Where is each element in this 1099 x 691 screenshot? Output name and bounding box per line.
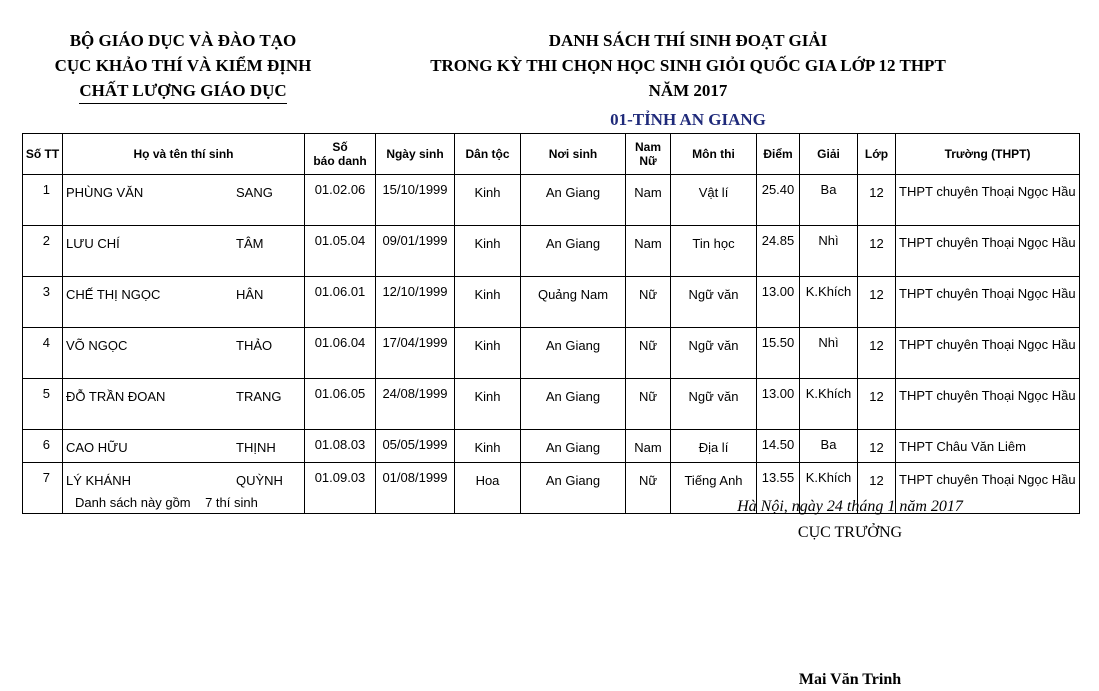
- cell-school: THPT chuyên Thoại Ngọc Hầu: [896, 328, 1080, 379]
- cell-score: 13.00: [757, 379, 800, 430]
- cell-last-name: VÕ NGỌC: [66, 338, 128, 353]
- table-row: [23, 430, 1080, 463]
- cell-subject: Ngữ văn: [671, 328, 757, 379]
- cell-grade: 12: [858, 379, 896, 430]
- cell-subject: Tiếng Anh: [671, 463, 757, 514]
- cell-birthplace: An Giang: [521, 430, 626, 463]
- cell-subject: Vật lí: [671, 175, 757, 226]
- col-header-ethnic: Dân tộc: [455, 134, 521, 175]
- cell-score: 25.40: [757, 175, 800, 226]
- cell-subject: Địa lí: [671, 430, 757, 463]
- cell-last-name: ĐỖ TRẦN ĐOAN: [66, 389, 166, 404]
- cell-grade: 12: [858, 430, 896, 463]
- cell-first-name: TRANG: [236, 389, 282, 404]
- cell-birthplace: An Giang: [521, 463, 626, 514]
- cell-stt: 7: [23, 463, 63, 514]
- cell-award: K.Khích: [800, 379, 858, 430]
- results-table: [22, 133, 1080, 514]
- cell-sbd: 01.06.04: [305, 328, 376, 379]
- cell-ethnic: Hoa: [455, 463, 521, 514]
- student-count-note: Danh sách này gồm 7 thí sinh: [75, 495, 258, 510]
- cell-grade: 12: [858, 175, 896, 226]
- cell-ethnic: Kinh: [455, 226, 521, 277]
- table-header-row: [23, 134, 1080, 175]
- cell-first-name: THẢO: [236, 338, 273, 353]
- col-header-dob: Ngày sinh: [376, 134, 455, 175]
- cell-dob: 05/05/1999: [376, 430, 455, 463]
- cell-subject: Tin học: [671, 226, 757, 277]
- cell-dob: 24/08/1999: [376, 379, 455, 430]
- col-header-subject: Môn thi: [671, 134, 757, 175]
- col-header-grade: Lớp: [858, 134, 896, 175]
- cell-stt: 3: [23, 277, 63, 328]
- cell-first-name: THỊNH: [236, 440, 276, 455]
- table-row: [23, 379, 1080, 430]
- cell-ethnic: Kinh: [455, 328, 521, 379]
- cell-first-name: TÂM: [236, 236, 264, 251]
- cell-birthplace: An Giang: [521, 379, 626, 430]
- cell-last-name: PHÙNG VĂN: [66, 185, 144, 200]
- cell-name: [63, 175, 305, 226]
- cell-gender: Nam: [626, 175, 671, 226]
- cell-ethnic: Kinh: [455, 379, 521, 430]
- cell-school: THPT chuyên Thoại Ngọc Hầu: [896, 226, 1080, 277]
- cell-gender: Nam: [626, 430, 671, 463]
- cell-school: THPT Châu Văn Liêm: [896, 430, 1080, 463]
- cell-score: 24.85: [757, 226, 800, 277]
- cell-dob: 17/04/1999: [376, 328, 455, 379]
- cell-score: 14.50: [757, 430, 800, 463]
- cell-first-name: SANG: [236, 185, 273, 200]
- col-header-sbd: Số báo danh: [305, 134, 376, 175]
- cell-birthplace: An Giang: [521, 175, 626, 226]
- cell-dob: 15/10/1999: [376, 175, 455, 226]
- province-heading: 01-TỈNH AN GIANG: [610, 110, 766, 129]
- cell-award: K.Khích: [800, 277, 858, 328]
- document-title: [380, 28, 996, 103]
- cell-gender: Nữ: [626, 328, 671, 379]
- cell-gender: Nữ: [626, 379, 671, 430]
- org-line-1: BỘ GIÁO DỤC VÀ ĐÀO TẠO: [69, 31, 297, 50]
- cell-school: THPT chuyên Thoại Ngọc Hầu: [896, 379, 1080, 430]
- table-row: [23, 175, 1080, 226]
- cell-award: K.Khích: [800, 463, 858, 514]
- cell-last-name: LÝ KHÁNH: [66, 473, 132, 488]
- cell-gender: Nữ: [626, 277, 671, 328]
- cell-stt: 1: [23, 175, 63, 226]
- cell-dob: 09/01/1999: [376, 226, 455, 277]
- cell-school: THPT chuyên Thoại Ngọc Hầu: [896, 175, 1080, 226]
- cell-birthplace: Quảng Nam: [521, 277, 626, 328]
- cell-subject: Ngữ văn: [671, 277, 757, 328]
- cell-first-name: QUỲNH: [236, 473, 283, 488]
- cell-score: 13.00: [757, 277, 800, 328]
- col-header-stt: Số TT: [23, 134, 63, 175]
- col-header-award: Giải: [800, 134, 858, 175]
- cell-name: [63, 328, 305, 379]
- cell-grade: 12: [858, 328, 896, 379]
- cell-sbd: 01.06.01: [305, 277, 376, 328]
- cell-name: [63, 379, 305, 430]
- col-header-score: Điểm: [757, 134, 800, 175]
- cell-name: [63, 226, 305, 277]
- col-header-gender: Nam Nữ: [626, 134, 671, 175]
- cell-stt: 2: [23, 226, 63, 277]
- cell-ethnic: Kinh: [455, 277, 521, 328]
- cell-sbd: 01.06.05: [305, 379, 376, 430]
- signing-date: Hà Nội, ngày 24 tháng 1 năm 2017: [737, 498, 963, 515]
- signer-name: Mai Văn Trinh: [798, 671, 902, 688]
- title-line-1: DANH SÁCH THÍ SINH ĐOẠT GIẢI: [548, 31, 828, 50]
- cell-grade: 12: [858, 277, 896, 328]
- cell-sbd: 01.05.04: [305, 226, 376, 277]
- cell-grade: 12: [858, 463, 896, 514]
- title-line-2: TRONG KỲ THI CHỌN HỌC SINH GIỎI QUỐC GIA LỚP 12 THPT: [430, 56, 946, 75]
- cell-award: Nhì: [800, 328, 858, 379]
- title-line-3: NĂM 2017: [648, 81, 728, 100]
- org-line-3: CHẤT LƯỢNG GIÁO DỤC: [79, 78, 286, 104]
- cell-last-name: LƯU CHÍ: [66, 236, 120, 251]
- table-row: [23, 277, 1080, 328]
- cell-first-name: HÂN: [236, 287, 264, 302]
- cell-dob: 01/08/1999: [376, 463, 455, 514]
- table-row: [23, 226, 1080, 277]
- cell-stt: 4: [23, 328, 63, 379]
- cell-name: [63, 430, 305, 463]
- cell-dob: 12/10/1999: [376, 277, 455, 328]
- cell-stt: 5: [23, 379, 63, 430]
- cell-birthplace: An Giang: [521, 328, 626, 379]
- col-header-birthplace: Nơi sinh: [521, 134, 626, 175]
- cell-last-name: CHẾ THỊ NGỌC: [66, 287, 161, 302]
- cell-sbd: 01.09.03: [305, 463, 376, 514]
- cell-subject: Ngữ văn: [671, 379, 757, 430]
- cell-last-name: CAO HỮU: [66, 440, 128, 455]
- cell-name: [63, 277, 305, 328]
- cell-ethnic: Kinh: [455, 430, 521, 463]
- cell-school: THPT chuyên Thoại Ngọc Hầu: [896, 463, 1080, 514]
- cell-gender: Nữ: [626, 463, 671, 514]
- cell-score: 15.50: [757, 328, 800, 379]
- org-line-2: CỤC KHẢO THÍ VÀ KIỂM ĐỊNH: [54, 56, 312, 75]
- cell-gender: Nam: [626, 226, 671, 277]
- cell-school: THPT chuyên Thoại Ngọc Hầu: [896, 277, 1080, 328]
- cell-award: Nhì: [800, 226, 858, 277]
- cell-sbd: 01.02.06: [305, 175, 376, 226]
- cell-sbd: 01.08.03: [305, 430, 376, 463]
- table-row: [23, 328, 1080, 379]
- col-header-name: Họ và tên thí sinh: [63, 134, 305, 175]
- cell-birthplace: An Giang: [521, 226, 626, 277]
- col-header-school: Trường (THPT): [896, 134, 1080, 175]
- cell-ethnic: Kinh: [455, 175, 521, 226]
- signer-title: CỤC TRƯỞNG: [797, 524, 903, 541]
- organization-header: [30, 28, 336, 104]
- cell-grade: 12: [858, 226, 896, 277]
- cell-award: Ba: [800, 175, 858, 226]
- cell-score: 13.55: [757, 463, 800, 514]
- cell-award: Ba: [800, 430, 858, 463]
- cell-stt: 6: [23, 430, 63, 463]
